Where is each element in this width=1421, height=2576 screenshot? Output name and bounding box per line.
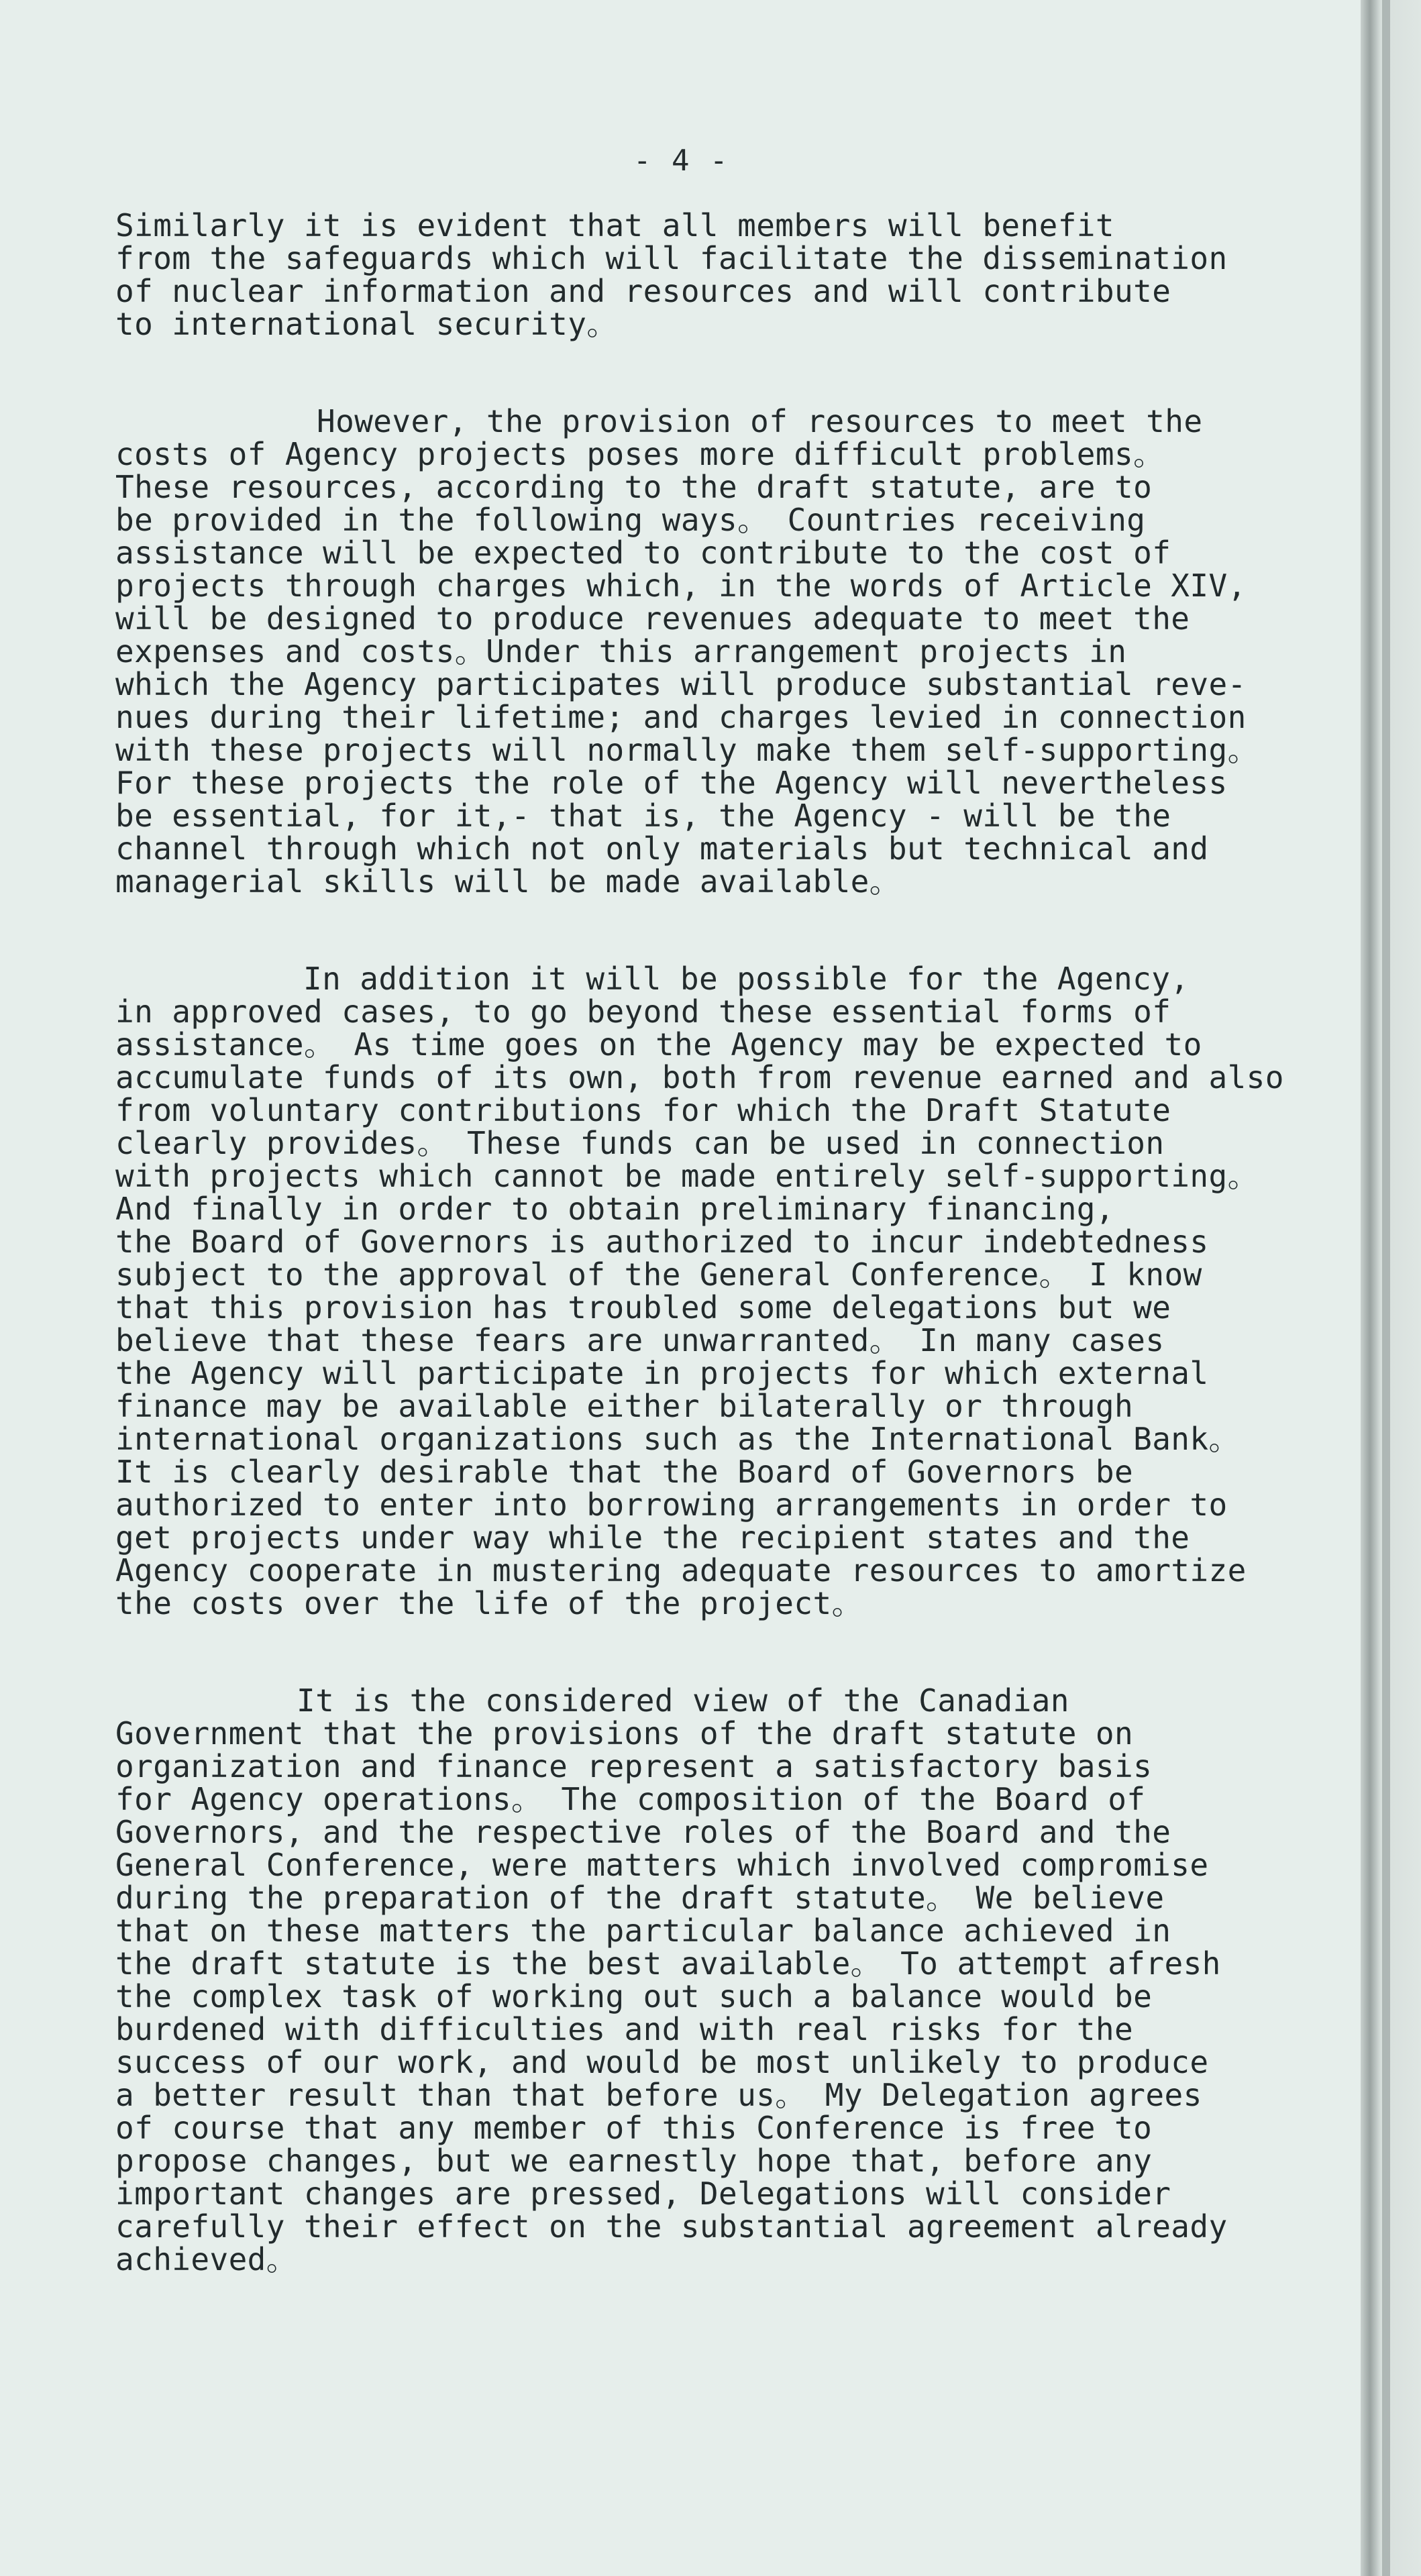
- text-line: projects through charges which, in the words of Article XIV,: [115, 568, 1247, 604]
- text-line: General Conference, were matters which involved compromise: [115, 1847, 1209, 1883]
- paragraph-3: [115, 963, 1343, 1620]
- text-line: managerial skills will be made available。: [115, 863, 901, 900]
- paragraph-4: [115, 1684, 1343, 2276]
- text-line: achieved。: [115, 2241, 298, 2277]
- text-line: get projects under way while the recipient states and the: [115, 1519, 1190, 1556]
- text-line: of course that any member of this Conference is free to: [115, 2110, 1153, 2146]
- text-line: important changes are pressed, Delegations will consider: [115, 2176, 1171, 2212]
- text-line: organization and finance represent a satisfactory basis: [115, 1748, 1153, 1784]
- text-line: burdened with difficulties and with real risks for the: [115, 2011, 1134, 2047]
- text-line: expenses and costs。Under this arrangement projects in: [115, 633, 1127, 669]
- text-line: which the Agency participates will produce substantial reve-: [115, 666, 1247, 702]
- text-line: a better result than that before us。 My Delegation agrees: [115, 2077, 1202, 2113]
- text-line: Governors, and the respective roles of the Board and the: [115, 1814, 1171, 1850]
- text-line: For these projects the role of the Agency will nevertheless: [115, 765, 1228, 801]
- text-line: from the safeguards which will facilitate the dissemination: [115, 240, 1228, 276]
- document-body: [115, 209, 1343, 2341]
- text-line: assistance。 As time goes on the Agency may be expected to: [115, 1026, 1202, 1063]
- text-line: be provided in the following ways。 Countries receiving: [115, 502, 1146, 538]
- text-line: will be designed to produce revenues adequate to meet the: [115, 600, 1190, 637]
- page-number: - 4 -: [633, 144, 729, 178]
- text-line: nues during their lifetime; and charges levied in connection: [115, 699, 1247, 735]
- text-line: propose changes, but we earnestly hope that, before any: [115, 2143, 1153, 2179]
- text-line: the costs over the life of the project。: [115, 1585, 863, 1621]
- text-line: for Agency operations。 The composition of the Board of: [115, 1781, 1146, 1817]
- text-line: of nuclear information and resources and will contribute: [115, 273, 1171, 309]
- text-line: be essential, for it,- that is, the Agency - will be the: [115, 798, 1171, 834]
- text-line: during the preparation of the draft statute。 We believe: [115, 1880, 1165, 1916]
- text-line: However, the provision of resources to meet the: [317, 403, 1203, 439]
- text-line: clearly provides。 These funds can be used in connection: [115, 1125, 1165, 1161]
- text-line: carefully their effect on the substantial agreement already: [115, 2208, 1228, 2245]
- text-line: that on these matters the particular balance achieved in: [115, 1913, 1171, 1949]
- text-line: authorized to enter into borrowing arrangements in order to: [115, 1487, 1228, 1523]
- text-line: These resources, according to the draft statute, are to: [115, 469, 1153, 505]
- text-line: to international security。: [115, 306, 618, 342]
- text-line: that this provision has troubled some delegations but we: [115, 1289, 1171, 1326]
- text-line: believe that these fears are unwarranted。 In many cases: [115, 1322, 1165, 1358]
- text-line: It is clearly desirable that the Board of Governors be: [115, 1454, 1134, 1490]
- page-edge-shadow: [1382, 0, 1390, 2576]
- text-line: accumulate funds of its own, both from revenue earned and also: [115, 1059, 1284, 1095]
- text-line: the Agency will participate in projects for which external: [115, 1355, 1209, 1391]
- text-line: success of our work, and would be most unlikely to produce: [115, 2044, 1209, 2080]
- text-line: It is the considered view of the Canadian: [297, 1682, 1069, 1719]
- text-line: Agency cooperate in mustering adequate resources to amortize: [115, 1552, 1247, 1589]
- text-line: In addition it will be possible for the Agency,: [303, 961, 1190, 997]
- text-line: And finally in order to obtain preliminary financing,: [115, 1191, 1114, 1227]
- text-line: assistance will be expected to contribute to the cost of: [115, 535, 1171, 571]
- text-line: the draft statute is the best available。 To attempt afresh: [115, 1945, 1221, 1982]
- text-line: with these projects will normally make them self-supporting。: [115, 732, 1259, 768]
- paragraph-2: [115, 405, 1343, 898]
- text-line: costs of Agency projects poses more difficult problems。: [115, 436, 1165, 472]
- text-line: finance may be available either bilaterally or through: [115, 1388, 1134, 1424]
- text-line: the Board of Governors is authorized to incur indebtedness: [115, 1224, 1209, 1260]
- paragraph-1: [115, 209, 1343, 341]
- text-line: subject to the approval of the General Conference。 I know: [115, 1256, 1202, 1293]
- text-line: with projects which cannot be made entirely self-supporting。: [115, 1158, 1259, 1194]
- text-line: the complex task of working out such a balance would be: [115, 1978, 1153, 2015]
- text-line: from voluntary contributions for which the Draft Statute: [115, 1092, 1171, 1128]
- text-line: in approved cases, to go beyond these essential forms of: [115, 994, 1171, 1030]
- text-line: international organizations such as the International Bank。: [115, 1421, 1240, 1457]
- text-line: Government that the provisions of the draft statute on: [115, 1715, 1134, 1752]
- text-line: channel through which not only materials but technical and: [115, 830, 1209, 867]
- text-line: Similarly it is evident that all members will benefit: [115, 207, 1114, 244]
- page-edge: [1361, 0, 1421, 2576]
